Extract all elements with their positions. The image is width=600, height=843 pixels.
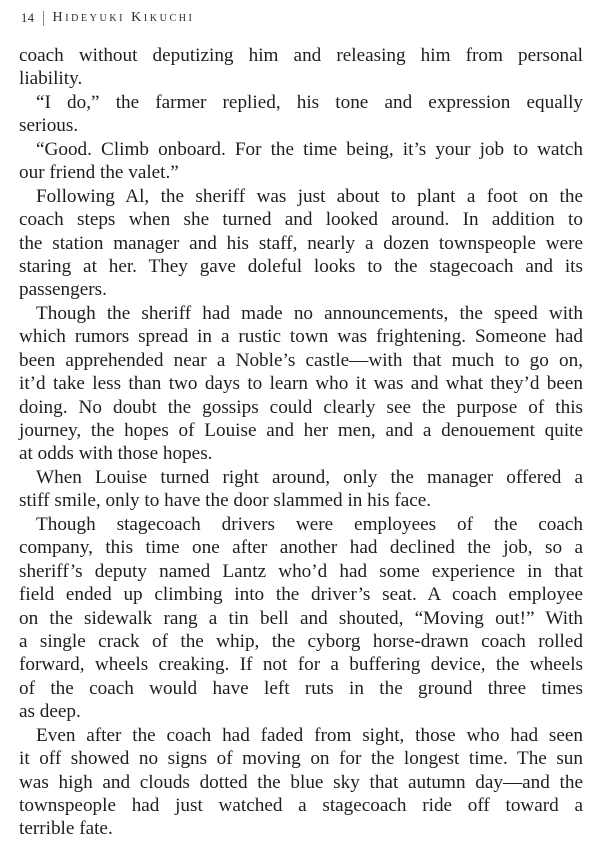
text-line: a single crack of the whip, the cyborg horse-drawn coach rolled <box>19 630 583 652</box>
text-line: staring at her. They gave doleful looks to the stagecoach and its <box>19 255 583 277</box>
paragraph <box>19 724 583 841</box>
text-line: our friend the valet.” <box>19 162 179 184</box>
text-line: which rumors spread in a rustic town was frightening. Someone had <box>19 326 583 348</box>
paragraph <box>19 513 583 724</box>
running-header <box>21 8 194 28</box>
author-name: Hideyuki Kikuchi <box>52 10 195 25</box>
paragraph <box>19 302 583 466</box>
text-line: passengers. <box>19 279 107 301</box>
text-line: been apprehended near a Noble’s castle—with that much to go on, <box>19 349 583 371</box>
page-number: 14 <box>21 10 35 25</box>
body-text <box>19 44 583 841</box>
text-line: at odds with those hopes. <box>19 443 213 465</box>
text-line: serious. <box>19 115 79 137</box>
text-line: forward, wheels creaking. If not for a buffering device, the wheels <box>19 654 583 676</box>
paragraph <box>19 466 583 513</box>
text-line: sheriff’s deputy named Lantz who’d had some experience in that <box>19 560 583 582</box>
text-line: was high and clouds dotted the blue sky that autumn day—and the <box>19 771 583 793</box>
text-line: liability. <box>19 68 83 90</box>
text-line: company, this time one after another had declined the job, so a <box>19 537 583 559</box>
text-line: Though the sheriff had made no announcements, the speed with <box>36 302 583 324</box>
text-line: field ended up climbing into the driver’s seat. A coach employee <box>19 584 583 606</box>
header-divider <box>43 11 44 26</box>
text-line: coach without deputizing him and releasing him from personal <box>19 45 583 66</box>
text-line: on the sidewalk rang a tin bell and shouted, “Moving out!” With <box>19 607 583 629</box>
text-line: doing. No doubt the gossips could clearly see the purpose of this <box>19 396 583 418</box>
text-line: the station manager and his staff, nearly a dozen townspeople were <box>19 232 583 254</box>
text-line: “Good. Climb onboard. For the time being, it’s your job to watch <box>36 138 583 160</box>
paragraph <box>19 44 583 91</box>
paragraph <box>19 91 583 138</box>
text-line: coach steps when she turned and looked around. In addition to <box>19 209 583 231</box>
paragraph <box>19 185 583 302</box>
text-line: Though stagecoach drivers were employees of the coach <box>36 513 583 535</box>
text-line: as deep. <box>19 701 81 723</box>
text-line: stiff smile, only to have the door slammed in his face. <box>19 490 432 512</box>
text-line: terrible fate. <box>19 818 113 840</box>
text-line: Following Al, the sheriff was just about to plant a foot on the <box>36 185 583 207</box>
text-line: “I do,” the farmer replied, his tone and expression equally <box>36 91 583 113</box>
text-line: townspeople had just watched a stagecoach ride off toward a <box>19 795 583 816</box>
text-line: When Louise turned right around, only the manager offered a <box>36 466 583 488</box>
text-line: Even after the coach had faded from sight, those who had seen <box>36 724 583 746</box>
text-line: of the coach would have left ruts in the ground three times <box>19 677 583 699</box>
paragraph <box>19 138 583 185</box>
text-line: journey, the hopes of Louise and her men, and a denouement quite <box>19 420 583 441</box>
text-line: it’d take less than two days to learn who it was and what they’d been <box>19 373 583 395</box>
text-line: it off showed no signs of moving on for the longest time. The sun <box>19 748 583 770</box>
